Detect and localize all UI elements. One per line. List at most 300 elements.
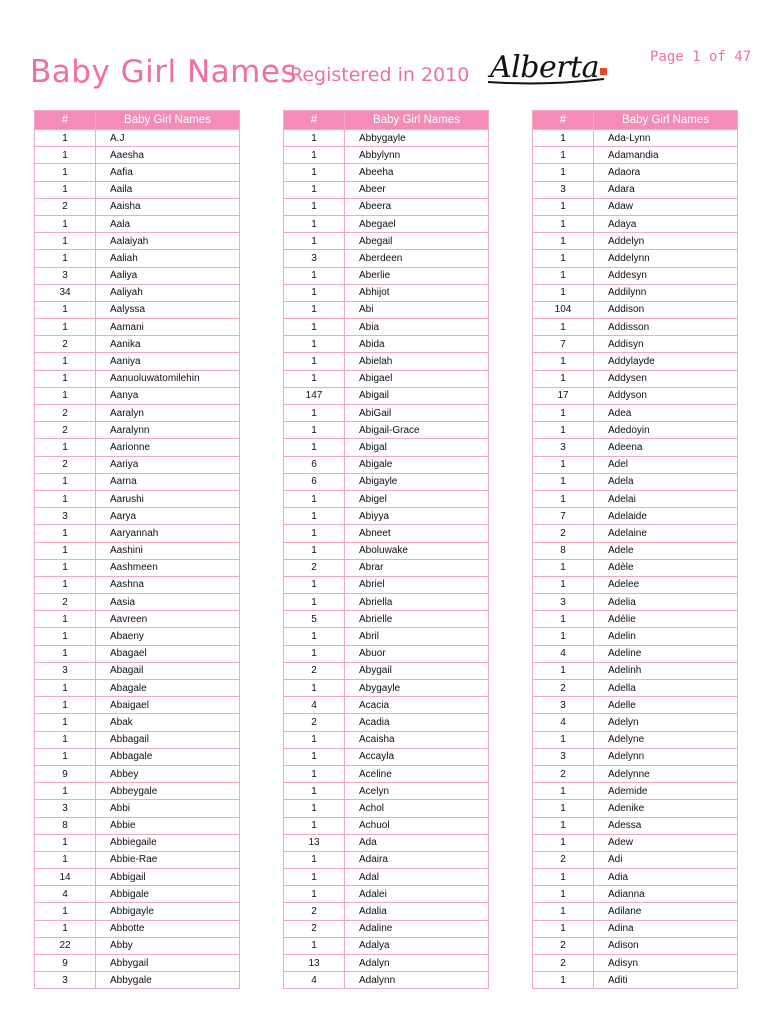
baby-name: Abeera [345,198,489,215]
baby-name: Acacia [345,697,489,714]
baby-name: Acaisha [345,731,489,748]
baby-name: Aafia [96,164,240,181]
baby-name: Abaigael [96,697,240,714]
table-row [35,937,240,954]
table-row [533,405,738,422]
baby-name: Accayla [345,748,489,765]
name-count: 1 [533,559,594,576]
baby-name: Adelle [594,697,738,714]
table-row [284,164,489,181]
name-count: 4 [284,697,345,714]
name-count: 22 [35,937,96,954]
name-count: 1 [284,147,345,164]
name-count: 1 [35,370,96,387]
baby-name: Adison [594,937,738,954]
baby-name: Adel [594,456,738,473]
table-row [35,834,240,851]
table-row [533,972,738,989]
name-count: 1 [533,353,594,370]
baby-name: Abbie [96,817,240,834]
name-count: 1 [284,164,345,181]
table-row [284,336,489,353]
name-count: 1 [284,353,345,370]
name-count: 147 [284,387,345,404]
baby-name: Addisyn [594,336,738,353]
baby-name: Aaliyah [96,284,240,301]
table-row [284,198,489,215]
baby-name: Acadia [345,714,489,731]
table-row [35,473,240,490]
name-count: 1 [284,215,345,232]
table-row [284,542,489,559]
name-count: 1 [533,662,594,679]
table-row [284,147,489,164]
table-row [35,680,240,697]
baby-name: Aaniya [96,353,240,370]
baby-name: Addylayde [594,353,738,370]
baby-name: Adianna [594,886,738,903]
baby-name: Adeena [594,439,738,456]
name-count: 1 [284,576,345,593]
name-count: 34 [35,284,96,301]
name-count: 6 [284,456,345,473]
name-count: 1 [533,886,594,903]
baby-name: Adélie [594,611,738,628]
table-row [533,594,738,611]
name-count: 1 [35,559,96,576]
table-row [35,405,240,422]
name-count: 1 [533,250,594,267]
table-row [35,851,240,868]
table-row [533,250,738,267]
baby-name: Adessa [594,817,738,834]
baby-name: Adalynn [345,972,489,989]
page-title: Baby Girl Names [30,54,298,90]
table-row [533,628,738,645]
baby-name: Abeeha [345,164,489,181]
table-row [533,181,738,198]
name-count: 1 [35,490,96,507]
table-row [533,490,738,507]
baby-name: Adaora [594,164,738,181]
table-row [35,955,240,972]
table-header-row [284,111,489,130]
baby-name: Abbey [96,765,240,782]
table-row [35,542,240,559]
name-count: 2 [284,662,345,679]
baby-name: Acelyn [345,783,489,800]
page-subtitle: Registered in 2010 [290,64,470,86]
alberta-logo [486,50,626,92]
table-row [533,473,738,490]
table-row [533,164,738,181]
table-row [533,886,738,903]
table-row [35,611,240,628]
name-count: 1 [35,387,96,404]
table-row [284,508,489,525]
baby-name: Adara [594,181,738,198]
name-count: 2 [533,937,594,954]
baby-name: Adamandia [594,147,738,164]
name-count: 1 [533,731,594,748]
baby-name: Addesyn [594,267,738,284]
baby-name: Abigael [345,370,489,387]
table-row [533,783,738,800]
table-row [284,714,489,731]
baby-name: Aala [96,215,240,232]
baby-name: Abbigail [96,869,240,886]
baby-name: Abygayle [345,680,489,697]
name-count: 1 [35,903,96,920]
page-number: Page 1 of 47 [650,49,752,65]
baby-name: Abbigale [96,886,240,903]
name-count: 4 [533,645,594,662]
baby-name: Adaline [345,920,489,937]
baby-name: Aaesha [96,147,240,164]
baby-name: Adelaide [594,508,738,525]
table-row [533,301,738,318]
table-row [284,628,489,645]
names-table-2 [283,110,489,989]
table-row [35,731,240,748]
table-row [533,731,738,748]
table-row [35,783,240,800]
name-count: 1 [533,422,594,439]
baby-name: Aarionne [96,439,240,456]
name-count: 2 [35,594,96,611]
name-count: 1 [284,181,345,198]
baby-name: Abbie-Rae [96,851,240,868]
baby-name: Adella [594,680,738,697]
baby-name: Abbylynn [345,147,489,164]
baby-name: Abagael [96,645,240,662]
name-count: 1 [533,800,594,817]
baby-name: Abriel [345,576,489,593]
column-header-name: Baby Girl Names [96,111,240,130]
baby-name: Aashna [96,576,240,593]
baby-name: Addison [594,301,738,318]
name-count: 3 [35,972,96,989]
baby-name: Abegael [345,215,489,232]
baby-name: Aashini [96,542,240,559]
baby-name: Adelynne [594,765,738,782]
baby-name: Achol [345,800,489,817]
baby-name: Aasia [96,594,240,611]
name-count: 1 [35,697,96,714]
baby-name: Aberdeen [345,250,489,267]
name-count: 1 [284,645,345,662]
name-count: 1 [533,473,594,490]
table-row [533,370,738,387]
table-row [533,336,738,353]
table-row [284,405,489,422]
baby-name: Addyson [594,387,738,404]
baby-name: Adelynn [594,748,738,765]
baby-name: Aavreen [96,611,240,628]
table-row [35,387,240,404]
table-row [284,559,489,576]
name-count: 1 [35,783,96,800]
table-row [35,319,240,336]
table-row [533,198,738,215]
table-row [35,869,240,886]
table-row [533,456,738,473]
table-row [35,972,240,989]
name-count: 1 [533,972,594,989]
baby-name: Abigayle [345,473,489,490]
name-count: 1 [533,215,594,232]
name-count: 1 [284,233,345,250]
baby-name: Aashmeen [96,559,240,576]
name-count: 1 [284,628,345,645]
baby-name: Abneet [345,525,489,542]
name-count: 2 [35,422,96,439]
table-row [284,130,489,147]
table-row [533,903,738,920]
baby-name: Aalaiyah [96,233,240,250]
name-count: 8 [533,542,594,559]
name-count: 9 [35,765,96,782]
name-count: 1 [35,525,96,542]
name-count: 1 [284,748,345,765]
name-count: 1 [284,765,345,782]
table-row [533,130,738,147]
name-count: 1 [533,869,594,886]
table-row [284,576,489,593]
baby-name: Adedoyin [594,422,738,439]
baby-name: Adaira [345,851,489,868]
table-row [35,748,240,765]
table-row [284,680,489,697]
table-row [284,181,489,198]
name-count: 1 [533,783,594,800]
name-count: 1 [284,336,345,353]
name-count: 1 [533,284,594,301]
table-row [533,697,738,714]
table-row [533,851,738,868]
table-row [284,525,489,542]
name-count: 17 [533,387,594,404]
baby-name: Aamani [96,319,240,336]
baby-name: Abrielle [345,611,489,628]
baby-name: Adea [594,405,738,422]
table-row [533,834,738,851]
table-row [533,319,738,336]
name-count: 1 [533,628,594,645]
table-row [533,422,738,439]
baby-name: Aaila [96,181,240,198]
baby-name: Abigal [345,439,489,456]
name-count: 1 [284,301,345,318]
baby-name: Abbigayle [96,903,240,920]
table-row [533,267,738,284]
baby-name: Ademide [594,783,738,800]
table-row [284,851,489,868]
baby-name: Aariya [96,456,240,473]
table-row [284,215,489,232]
table-row [35,370,240,387]
table-row [533,233,738,250]
name-count: 1 [533,130,594,147]
table-row [533,645,738,662]
baby-name: Adelyn [594,714,738,731]
name-count: 1 [533,611,594,628]
baby-name: Abak [96,714,240,731]
name-count: 1 [35,851,96,868]
page-header [0,0,768,110]
name-count: 1 [35,611,96,628]
name-count: 1 [35,319,96,336]
baby-name: Abagail [96,662,240,679]
baby-name: Ada-Lynn [594,130,738,147]
name-count: 3 [35,800,96,817]
baby-name: Adaw [594,198,738,215]
table-row [533,284,738,301]
baby-name: Abida [345,336,489,353]
baby-name: Adalia [345,903,489,920]
name-count: 1 [284,851,345,868]
baby-name: Abuor [345,645,489,662]
table-row [533,525,738,542]
baby-name: Aaliya [96,267,240,284]
table-row [35,765,240,782]
table-row [533,662,738,679]
table-row [284,594,489,611]
baby-name: Aalyssa [96,301,240,318]
table-row [533,765,738,782]
baby-name: Addilynn [594,284,738,301]
table-row [35,456,240,473]
baby-name: Abigale [345,456,489,473]
name-count: 1 [533,834,594,851]
table-row [533,439,738,456]
table-row [533,353,738,370]
table-row [35,233,240,250]
column-header-name: Baby Girl Names [594,111,738,130]
table-row [35,697,240,714]
table-row [284,937,489,954]
table-row [284,267,489,284]
baby-name: Aditi [594,972,738,989]
baby-name: Abaeny [96,628,240,645]
logo-square-icon [600,68,607,75]
baby-name: Aarya [96,508,240,525]
name-count: 1 [284,508,345,525]
table-row [284,697,489,714]
name-count: 1 [284,284,345,301]
name-count: 2 [35,336,96,353]
baby-name: Abbagale [96,748,240,765]
baby-name: Abielah [345,353,489,370]
table-row [533,559,738,576]
name-count: 1 [533,490,594,507]
name-count: 1 [35,680,96,697]
name-count: 3 [35,508,96,525]
name-count: 3 [533,181,594,198]
baby-name: Abeer [345,181,489,198]
table-row [533,611,738,628]
baby-name: Abbi [96,800,240,817]
baby-name: Abbagail [96,731,240,748]
names-table-1 [34,110,240,989]
baby-name: Abi [345,301,489,318]
name-count: 2 [284,903,345,920]
name-count: 1 [284,886,345,903]
table-row [533,920,738,937]
table-row [35,662,240,679]
name-count: 1 [533,147,594,164]
baby-name: Abby [96,937,240,954]
baby-name: Adelyne [594,731,738,748]
name-count: 4 [35,886,96,903]
name-count: 1 [35,748,96,765]
baby-name: Adalyn [345,955,489,972]
name-count: 14 [35,869,96,886]
name-count: 1 [533,456,594,473]
name-count: 2 [35,198,96,215]
baby-name: Addisson [594,319,738,336]
table-row [35,181,240,198]
table-row [35,576,240,593]
table-row [35,628,240,645]
baby-name: Aboluwake [345,542,489,559]
table-row [35,490,240,507]
baby-name: Adela [594,473,738,490]
baby-name: AbiGail [345,405,489,422]
name-count: 2 [533,765,594,782]
name-count: 1 [35,920,96,937]
table-row [284,800,489,817]
name-count: 1 [533,576,594,593]
name-count: 1 [35,576,96,593]
baby-name: Adaya [594,215,738,232]
name-count: 2 [35,405,96,422]
name-count: 1 [35,250,96,267]
table-row [35,215,240,232]
name-count: 1 [284,370,345,387]
table-row [284,284,489,301]
baby-name: Abrar [345,559,489,576]
name-count: 1 [284,937,345,954]
table-row [35,594,240,611]
baby-name: Adelin [594,628,738,645]
name-count: 1 [533,198,594,215]
column-header-count: # [533,111,594,130]
table-row [284,422,489,439]
table-row [533,817,738,834]
name-count: 3 [35,267,96,284]
baby-name: Adelia [594,594,738,611]
table-row [284,920,489,937]
baby-name: Abegail [345,233,489,250]
table-row [533,869,738,886]
baby-name: Abhijot [345,284,489,301]
name-count: 1 [284,783,345,800]
table-header-row [35,111,240,130]
baby-name: Abia [345,319,489,336]
table-row [533,576,738,593]
table-row [284,886,489,903]
baby-name: Adisyn [594,955,738,972]
table-row [35,645,240,662]
name-count: 7 [533,336,594,353]
name-count: 1 [284,439,345,456]
baby-name: Adalei [345,886,489,903]
table-row [35,422,240,439]
name-count: 1 [284,800,345,817]
logo-swoosh-icon [486,76,606,86]
table-row [284,972,489,989]
